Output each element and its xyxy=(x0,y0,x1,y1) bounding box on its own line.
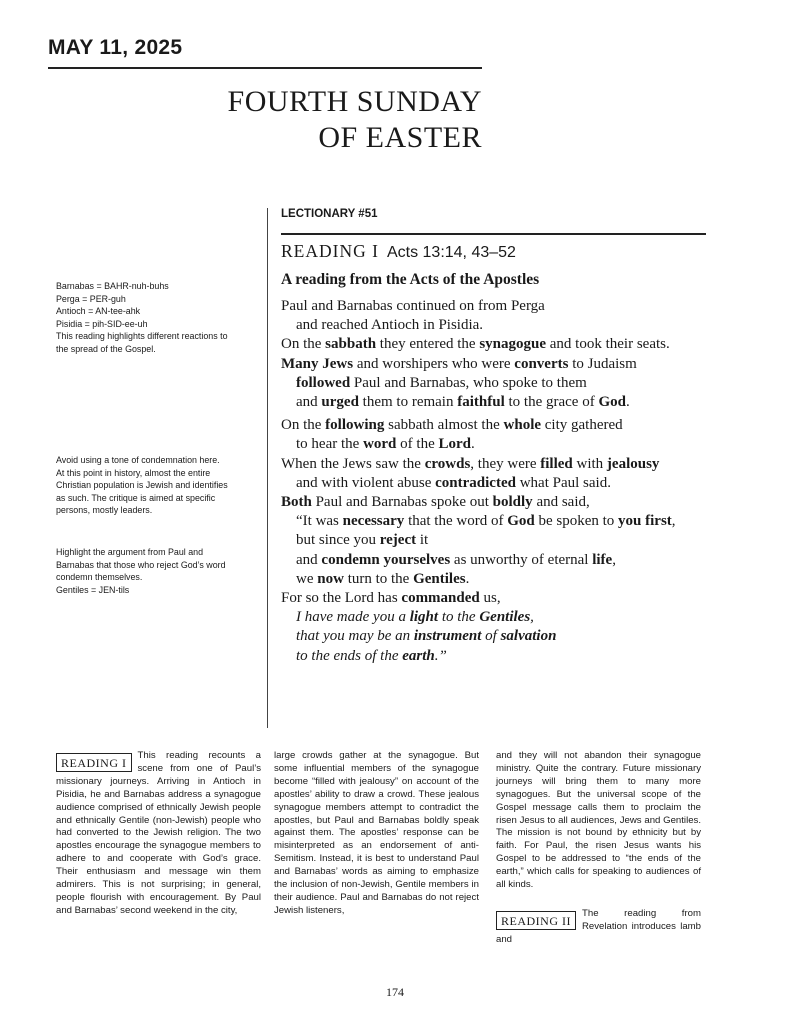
margin-note-line: Barnabas = BAHR-nuh-buhs xyxy=(56,281,169,291)
scripture-line: and condemn yourselves as unworthy of eternal life, xyxy=(296,551,616,568)
scripture-line: I have made you a light to the Gentiles, xyxy=(296,609,534,626)
commentary-text: This reading recounts a scene from one of Paul’s missionary journeys. Arriving in Antioch in Pisidia, he and Barnabas address a synagogue audience comprised of ethnically Jewish people and ethnically Gentile (non-Jewish) people who had converted to the Jewish religion. The two apostles encourage the synagogue members to adhere to and cooperate with God’s grace. Their enthusiasm and message win them admirers. This is not surprising; in general, people flourish with encouragement. By Paul and Barnabas’ second weekend in the city, xyxy=(56,750,261,916)
scripture-line: and reached Antioch in Pisidia. xyxy=(296,317,484,334)
reading-i-box-label: READING I xyxy=(56,753,132,772)
margin-note-line: Perga = PER-guh xyxy=(56,293,126,304)
column-divider xyxy=(267,208,268,728)
margin-note-line: persons, mostly leaders. xyxy=(56,505,153,515)
scripture-stanza xyxy=(281,297,731,412)
scripture-line: and urged them to remain faithful to the grace of God. xyxy=(296,394,630,411)
margin-note-line: Barnabas that those who reject God’s word xyxy=(56,559,226,570)
scripture-line: Many Jews and worshipers who were converts to Judaism xyxy=(281,355,637,372)
commentary-text: and they will not abandon their synagogue ministry. Quite the contrary. Future missionary journeys will bring them to many more synagogues. But the universal scope of the Gospel message calls them to proclaim the risen Jesus to all audiences, Jews and Gentiles. The mission is not bound by ethnicity but by faith. For Paul, the risen Jesus wants his Gospel to be addressed to “the ends of the earth,” which calls for speaking to audiences of all kinds. xyxy=(496,750,701,891)
margin-note-tone xyxy=(56,454,262,517)
margin-note-line: as such. The critique is aimed at specific xyxy=(56,492,216,503)
scripture-line: Paul and Barnabas continued on from Perga xyxy=(281,298,545,314)
commentary-column-2 xyxy=(274,750,479,918)
margin-note-line: Gentiles = JEN-tils xyxy=(56,584,130,595)
scripture-line: followed Paul and Barnabas, who spoke to them xyxy=(296,374,587,391)
commentary-text: large crowds gather at the synagogue. But some influential members of the synagogue become “filled with jealousy” on account of the apostles’ ability to draw a crowd. These jealous synagogue members attempt to contradict the apostles, but Paul and Barnabas boldly speak against them. The apostles’ response can be misinterpreted as an endorsement of anti-Semitism. Instead, it is best to understand Paul and Barnabas’ words as aiming to emphasize the inclusion of non-Jewish, Gentile members in their audience. Paul and Barnabas do not reject Jewish listeners, xyxy=(274,750,479,916)
reading-divider xyxy=(281,233,706,235)
margin-note-argument xyxy=(56,546,262,596)
scripture-text xyxy=(281,297,731,670)
margin-note-line: condemn themselves. xyxy=(56,572,143,582)
scripture-line: that you may be an instrument of salvation xyxy=(296,628,557,645)
date-divider xyxy=(48,67,482,69)
lectionary-number: LECTIONARY #51 xyxy=(281,208,378,220)
reading-heading xyxy=(281,241,516,262)
margin-note-line: Avoid using a tone of condemnation here. xyxy=(56,455,220,465)
reading-label: READING I xyxy=(281,241,379,261)
title-line-2: OF EASTER xyxy=(318,121,482,154)
scripture-stanza xyxy=(281,416,731,666)
scripture-line: to hear the word of the Lord. xyxy=(296,436,475,453)
page-number: 174 xyxy=(386,985,404,999)
scripture-line: Both Paul and Barnabas spoke out boldly and said, xyxy=(281,494,590,511)
scripture-line: When the Jews saw the crowds, they were filled with jealousy xyxy=(281,455,660,472)
page-title xyxy=(142,84,482,156)
scripture-line: “It was necessary that the word of God be spoken to you first, xyxy=(296,513,676,530)
reading-subtitle: A reading from the Acts of the Apostles xyxy=(281,271,540,288)
commentary-column-3 xyxy=(496,750,701,947)
margin-note-line: This reading highlights different reactions to xyxy=(56,331,228,341)
commentary-text: The reading from Revelation introduces lamb and xyxy=(496,907,701,945)
scripture-line: On the sabbath they entered the synagogue and took their seats. xyxy=(281,336,670,353)
margin-note-line: Pisidia = pih-SID-ee-uh xyxy=(56,318,148,329)
margin-note-line: At this point in history, almost the entire xyxy=(56,467,211,478)
scripture-line: but since you reject it xyxy=(296,532,429,549)
reading-ii-box-label: READING II xyxy=(496,911,576,930)
scripture-line: For so the Lord has commanded us, xyxy=(281,590,501,607)
margin-note-pronunciation xyxy=(56,280,262,355)
margin-note-line: Christian population is Jewish and identifies xyxy=(56,480,228,490)
scripture-line: On the following sabbath almost the whole city gathered xyxy=(281,417,623,434)
commentary-column-1 xyxy=(56,750,261,918)
scripture-line: to the ends of the earth.” xyxy=(296,647,447,664)
margin-note-line: Antioch = AN-tee-ahk xyxy=(56,306,141,316)
reading-ii-intro xyxy=(496,908,701,947)
margin-note-line: Highlight the argument from Paul and xyxy=(56,547,204,557)
scripture-line: and with violent abuse contradicted what Paul said. xyxy=(296,474,611,491)
page-date: MAY 11, 2025 xyxy=(48,36,183,59)
scripture-line: we now turn to the Gentiles. xyxy=(296,570,470,587)
reading-citation: Acts 13:14, 43–52 xyxy=(386,244,516,261)
title-line-1: FOURTH SUNDAY xyxy=(227,85,482,118)
margin-note-line: the spread of the Gospel. xyxy=(56,343,156,354)
